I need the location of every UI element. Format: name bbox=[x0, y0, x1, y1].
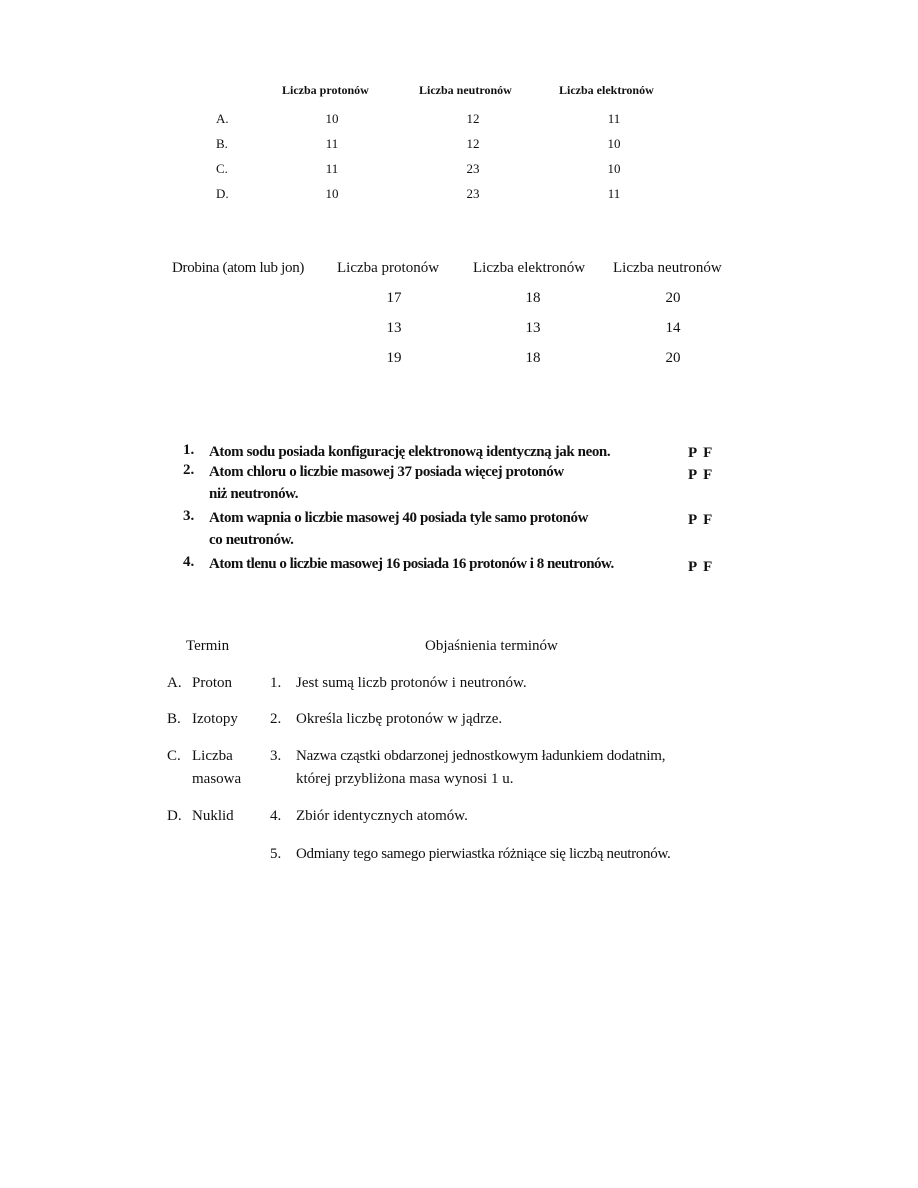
cell-neutrons: 20 bbox=[665, 290, 681, 306]
term-label-cont: masowa bbox=[192, 771, 242, 787]
statement-number: 1. bbox=[183, 442, 195, 458]
row-label: D. bbox=[216, 186, 229, 201]
explanation-text: Określa liczbę protonów w jądrze. bbox=[296, 711, 503, 727]
explanation-text: Zbiór identycznych atomów. bbox=[296, 808, 468, 824]
table1-header-electrons: Liczba elektronów bbox=[559, 83, 654, 97]
row-label: B. bbox=[216, 136, 228, 151]
cell-neutrons: 23 bbox=[466, 161, 480, 176]
cell-neutrons: 23 bbox=[466, 186, 480, 201]
term-label: Liczba bbox=[192, 748, 233, 764]
statement-number: 2. bbox=[183, 462, 195, 478]
true-false-choice[interactable]: P F bbox=[688, 445, 713, 461]
cell-neutrons: 12 bbox=[466, 111, 480, 126]
cell-protons: 19 bbox=[386, 350, 402, 366]
explanation-text: Jest sumą liczb protonów i neutronów. bbox=[296, 675, 527, 691]
table2-header-neutrons: Liczba neutronów bbox=[613, 260, 722, 276]
true-false-choice[interactable]: P F bbox=[688, 467, 713, 483]
header-term: Termin bbox=[186, 638, 230, 654]
statement-text: Atom tlenu o liczbie masowej 16 posiada 16 protonów i 8 neutronów. bbox=[209, 556, 614, 572]
explanation-number: 1. bbox=[270, 675, 282, 691]
statement-text: Atom sodu posiada konfigurację elektronową identyczną jak neon. bbox=[209, 444, 611, 460]
term-letter: B. bbox=[167, 711, 181, 727]
explanation-number: 2. bbox=[270, 711, 282, 727]
cell-electrons: 11 bbox=[607, 186, 621, 201]
term-letter: A. bbox=[167, 675, 182, 691]
cell-protons: 11 bbox=[325, 136, 339, 151]
term-label: Proton bbox=[192, 675, 233, 691]
statement-text-cont: niż neutronów. bbox=[209, 486, 299, 502]
explanation-text: Nazwa cząstki obdarzonej jednostkowym ładunkiem dodatnim, bbox=[296, 748, 666, 764]
cell-electrons: 18 bbox=[525, 350, 541, 366]
cell-electrons: 10 bbox=[607, 161, 621, 176]
term-letter: D. bbox=[167, 808, 182, 824]
explanation-text: Odmiany tego samego pierwiastka różniące się liczbą neutronów. bbox=[296, 846, 671, 862]
header-explanations: Objaśnienia terminów bbox=[425, 638, 558, 654]
cell-electrons: 11 bbox=[607, 111, 621, 126]
cell-electrons: 10 bbox=[607, 136, 621, 151]
statement-number: 3. bbox=[183, 508, 195, 524]
explanation-number: 4. bbox=[270, 808, 282, 824]
table1-header-protons: Liczba protonów bbox=[282, 83, 369, 97]
statement-text: Atom chloru o liczbie masowej 37 posiada więcej protonów bbox=[209, 464, 564, 480]
true-false-choice[interactable]: P F bbox=[688, 512, 713, 528]
statement-number: 4. bbox=[183, 554, 195, 570]
term-letter: C. bbox=[167, 748, 181, 764]
table1-header-neutrons: Liczba neutronów bbox=[419, 83, 512, 97]
cell-protons: 10 bbox=[325, 111, 339, 126]
row-label: C. bbox=[216, 161, 228, 176]
cell-neutrons: 14 bbox=[665, 320, 681, 336]
cell-protons: 13 bbox=[386, 320, 402, 336]
term-label: Nuklid bbox=[192, 808, 234, 824]
cell-electrons: 18 bbox=[525, 290, 541, 306]
row-label: A. bbox=[216, 111, 229, 126]
statement-text: Atom wapnia o liczbie masowej 40 posiada tyle samo protonów bbox=[209, 510, 589, 526]
cell-protons: 11 bbox=[325, 161, 339, 176]
explanation-number: 3. bbox=[270, 748, 282, 764]
cell-neutrons: 12 bbox=[466, 136, 480, 151]
cell-electrons: 13 bbox=[525, 320, 541, 336]
table2-header-protons: Liczba protonów bbox=[337, 260, 440, 276]
explanation-number: 5. bbox=[270, 846, 282, 862]
explanation-text-cont: której przybliżona masa wynosi 1 u. bbox=[296, 771, 514, 787]
cell-protons: 10 bbox=[325, 186, 339, 201]
statement-text-cont: co neutronów. bbox=[209, 532, 294, 548]
cell-neutrons: 20 bbox=[665, 350, 681, 366]
table2-header-particle: Drobina (atom lub jon) bbox=[172, 260, 305, 276]
term-label: Izotopy bbox=[192, 711, 238, 727]
table2-header-electrons: Liczba elektronów bbox=[473, 260, 586, 276]
cell-protons: 17 bbox=[386, 290, 402, 306]
true-false-choice[interactable]: P F bbox=[688, 559, 713, 575]
